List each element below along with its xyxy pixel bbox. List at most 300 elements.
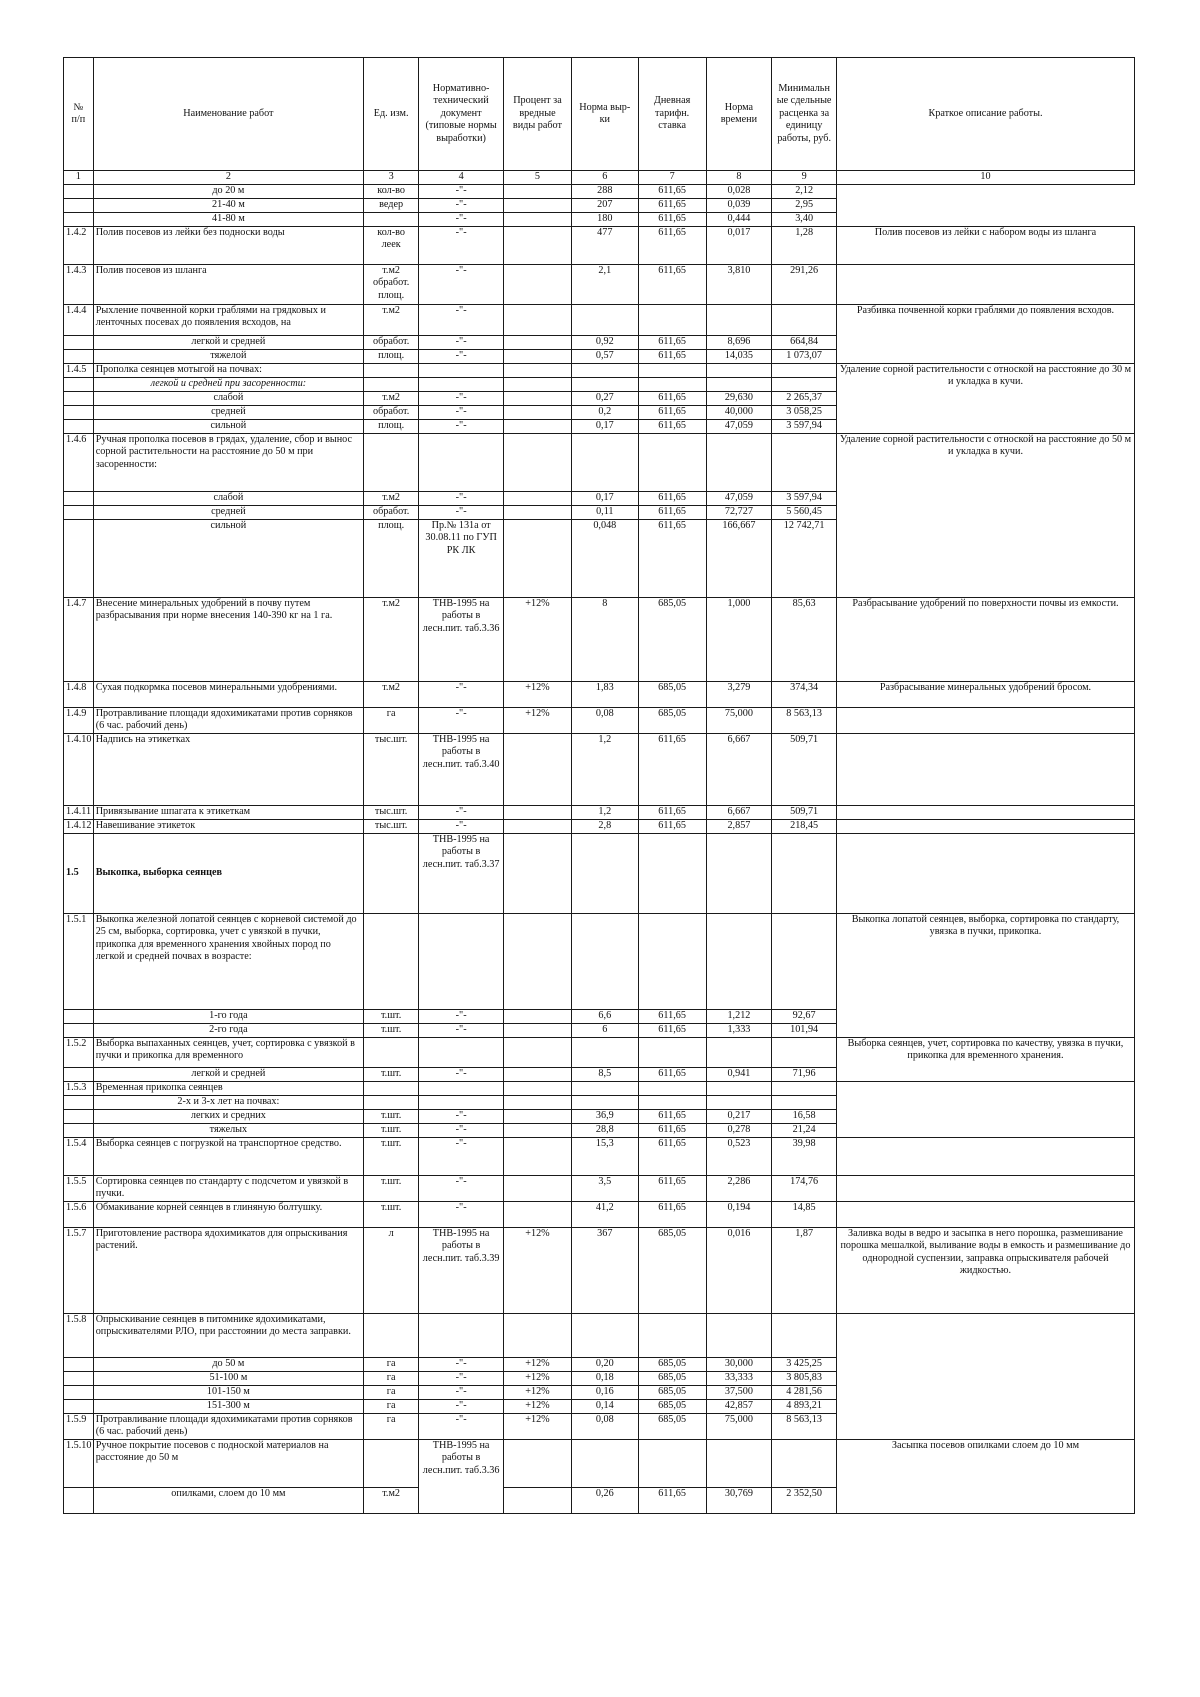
cell-hazard-percent [504, 1314, 572, 1358]
cell-item-number: 1.5.8 [64, 1314, 94, 1358]
cell-norm-document: -"- [419, 682, 504, 708]
col-index-cell: 9 [772, 171, 837, 185]
cell-day-rate: 611,65 [638, 1124, 706, 1138]
cell-norm-document: -"- [419, 406, 504, 420]
cell-item-number [64, 1372, 94, 1386]
cell-output-norm: 0,92 [571, 336, 638, 350]
cell-output-norm [571, 364, 638, 378]
cell-item-number: 1.5.3 [64, 1082, 94, 1096]
cell-hazard-percent: +12% [504, 1372, 572, 1386]
cell-item-number: 1.4.7 [64, 598, 94, 682]
cell-work-description [836, 734, 1134, 806]
cell-piece-rate [772, 1096, 837, 1110]
cell-output-norm: 207 [571, 199, 638, 213]
cell-item-number [64, 492, 94, 506]
cell-piece-rate: 4 281,56 [772, 1386, 837, 1400]
header-rate: Дневная тарифн. ставка [638, 58, 706, 171]
cell-output-norm [571, 305, 638, 336]
cell-hazard-percent [504, 434, 572, 492]
cell-norm-document: -"- [419, 506, 504, 520]
table-row [64, 834, 1135, 914]
cell-work-name: Выборка сеянцев с погрузкой на транспортное средство. [93, 1138, 363, 1176]
cell-time-norm: 1,333 [706, 1024, 772, 1038]
cell-piece-rate: 3,40 [772, 213, 837, 227]
cell-hazard-percent [504, 734, 572, 806]
cell-output-norm: 367 [571, 1228, 638, 1314]
cell-hazard-percent [504, 305, 572, 336]
cell-norm-document: -"- [419, 1358, 504, 1372]
cell-hazard-percent [504, 834, 572, 914]
cell-norm-document: ТНВ-1995 на работы в лесн.пит. таб.3.39 [419, 1228, 504, 1314]
cell-output-norm [571, 1038, 638, 1068]
table-row [64, 914, 1135, 1010]
column-index-row [64, 171, 1135, 185]
cell-unit: тыс.шт. [364, 806, 419, 820]
cell-unit: га [364, 1372, 419, 1386]
cell-norm-document: -"- [419, 350, 504, 364]
cell-piece-rate: 664,84 [772, 336, 837, 350]
col-index-cell: 3 [364, 171, 419, 185]
cell-time-norm: 1,000 [706, 598, 772, 682]
cell-time-norm [706, 378, 772, 392]
cell-day-rate: 611,65 [638, 227, 706, 265]
cell-piece-rate: 14,85 [772, 1202, 837, 1228]
cell-item-number [64, 1110, 94, 1124]
cell-unit: т.м2 обработ. площ. [364, 265, 419, 305]
cell-work-name: Внесение минеральных удобрений в почву путем разбрасывания при норме внесения 140-390 кг на 1 га. [93, 598, 363, 682]
cell-unit: га [364, 1386, 419, 1400]
cell-work-name: тяжелых [93, 1124, 363, 1138]
cell-time-norm: 30,769 [706, 1488, 772, 1514]
cell-item-number: 1.4.8 [64, 682, 94, 708]
cell-day-rate: 611,65 [638, 350, 706, 364]
cell-item-number: 1.5.1 [64, 914, 94, 1010]
cell-day-rate: 611,65 [638, 492, 706, 506]
cell-item-number: 1.5.9 [64, 1414, 94, 1440]
cell-time-norm: 6,667 [706, 806, 772, 820]
cell-piece-rate [772, 1038, 837, 1068]
cell-hazard-percent [504, 1138, 572, 1176]
cell-hazard-percent [504, 199, 572, 213]
cell-day-rate [638, 305, 706, 336]
cell-hazard-percent [504, 392, 572, 406]
cell-time-norm: 47,059 [706, 420, 772, 434]
cell-time-norm: 2,857 [706, 820, 772, 834]
cell-work-description [836, 1082, 1134, 1138]
cell-hazard-percent: +12% [504, 682, 572, 708]
cell-work-name: Выкопка, выборка сеянцев [93, 834, 363, 914]
cell-norm-document: -"- [419, 1068, 504, 1082]
cell-norm-document: -"- [419, 213, 504, 227]
cell-output-norm: 41,2 [571, 1202, 638, 1228]
cell-day-rate: 611,65 [638, 1024, 706, 1038]
cell-time-norm [706, 1038, 772, 1068]
cell-work-name: легкой и средней [93, 1068, 363, 1082]
cell-unit [364, 1096, 419, 1110]
cell-unit: площ. [364, 520, 419, 598]
cell-norm-document: -"- [419, 708, 504, 734]
cell-work-name: слабой [93, 392, 363, 406]
cell-work-name: 21-40 м [93, 199, 363, 213]
cell-work-name: сильной [93, 420, 363, 434]
cell-output-norm: 477 [571, 227, 638, 265]
cell-item-number [64, 1124, 94, 1138]
table-row [64, 185, 1135, 199]
cell-day-rate: 685,05 [638, 708, 706, 734]
cell-time-norm [706, 1082, 772, 1096]
cell-unit [364, 213, 419, 227]
cell-work-name: Ручное покрытие посевов с подноской материалов на расстояние до 50 м [93, 1440, 363, 1488]
cell-unit: т.шт. [364, 1124, 419, 1138]
cell-unit: га [364, 1400, 419, 1414]
cell-day-rate: 611,65 [638, 213, 706, 227]
cell-item-number [64, 506, 94, 520]
cell-norm-document: -"- [419, 1372, 504, 1386]
cell-item-number [64, 1068, 94, 1082]
cell-work-name: 151-300 м [93, 1400, 363, 1414]
cell-norm-document: -"- [419, 1414, 504, 1440]
cell-time-norm: 72,727 [706, 506, 772, 520]
cell-work-description: Разбрасывание минеральных удобрений бросом. [836, 682, 1134, 708]
cell-work-name: Протравливание площади ядохимикатами против сорняков (6 час. рабочий день) [93, 708, 363, 734]
cell-unit: га [364, 1414, 419, 1440]
col-index-cell: 1 [64, 171, 94, 185]
cell-hazard-percent: +12% [504, 598, 572, 682]
cell-work-name: Полив посевов из шланга [93, 265, 363, 305]
cell-work-name: Протравливание площади ядохимикатами против сорняков (6 час. рабочий день) [93, 1414, 363, 1440]
cell-time-norm: 33,333 [706, 1372, 772, 1386]
cell-norm-document [419, 1314, 504, 1358]
table-row [64, 364, 1135, 378]
table-row [64, 1440, 1135, 1488]
cell-work-name: 41-80 м [93, 213, 363, 227]
cell-norm-document: -"- [419, 336, 504, 350]
cell-time-norm: 0,194 [706, 1202, 772, 1228]
cell-piece-rate: 92,67 [772, 1010, 837, 1024]
cell-work-name: Выкопка железной лопатой сеянцев с корневой системой до 25 см, выборка, сортировка, учет с увязкой в пучки, прикопка для временного хранения хвойных пород по легкой и средней почвах в возрасте: [93, 914, 363, 1010]
cell-time-norm: 166,667 [706, 520, 772, 598]
cell-day-rate: 611,65 [638, 392, 706, 406]
cell-work-name: сильной [93, 520, 363, 598]
cell-day-rate [638, 378, 706, 392]
cell-unit [364, 1082, 419, 1096]
cell-norm-document: -"- [419, 227, 504, 265]
cell-work-name: 101-150 м [93, 1386, 363, 1400]
cell-day-rate: 685,05 [638, 598, 706, 682]
cell-unit [364, 1440, 419, 1488]
cell-time-norm: 30,000 [706, 1358, 772, 1372]
cell-piece-rate: 291,26 [772, 265, 837, 305]
cell-hazard-percent: +12% [504, 1228, 572, 1314]
cell-norm-document: -"- [419, 1176, 504, 1202]
cell-day-rate: 611,65 [638, 520, 706, 598]
cell-piece-rate: 16,58 [772, 1110, 837, 1124]
cell-work-name: до 50 м [93, 1358, 363, 1372]
header-no: № п/п [64, 58, 94, 171]
cell-unit [364, 378, 419, 392]
cell-work-name: Обмакивание корней сеянцев в глиняную болтушку. [93, 1202, 363, 1228]
cell-time-norm: 0,016 [706, 1228, 772, 1314]
cell-norm-document: -"- [419, 1386, 504, 1400]
cell-output-norm [571, 434, 638, 492]
cell-time-norm: 42,857 [706, 1400, 772, 1414]
cell-day-rate: 611,65 [638, 1068, 706, 1082]
cell-time-norm: 0,039 [706, 199, 772, 213]
cell-piece-rate: 3 597,94 [772, 492, 837, 506]
header-unit: Ед. изм. [364, 58, 419, 171]
cell-day-rate [638, 1314, 706, 1358]
cell-hazard-percent [504, 1082, 572, 1096]
cell-day-rate: 611,65 [638, 265, 706, 305]
table-row [64, 305, 1135, 336]
cell-unit: площ. [364, 350, 419, 364]
cell-time-norm: 75,000 [706, 1414, 772, 1440]
cell-item-number [64, 1488, 94, 1514]
header-desc: Краткое описание работы. [836, 58, 1134, 171]
cell-norm-document [419, 1082, 504, 1096]
cell-norm-document [419, 1038, 504, 1068]
cell-unit: ведер [364, 199, 419, 213]
cell-work-name: 2-х и 3-х лет на почвах: [93, 1096, 363, 1110]
cell-hazard-percent [504, 420, 572, 434]
cell-piece-rate: 21,24 [772, 1124, 837, 1138]
cell-piece-rate [772, 1440, 837, 1488]
cell-work-description: Выборка сеянцев, учет, сортировка по качеству, увязка в пучки, прикопка для временного хранения. [836, 1038, 1134, 1082]
header-name: Наименование работ [93, 58, 363, 171]
cell-hazard-percent [504, 336, 572, 350]
cell-unit: т.шт. [364, 1110, 419, 1124]
cell-output-norm: 0,17 [571, 420, 638, 434]
header-norm-output: Норма выр- ки [571, 58, 638, 171]
cell-hazard-percent: +12% [504, 1386, 572, 1400]
cell-unit: т.шт. [364, 1010, 419, 1024]
cell-day-rate: 611,65 [638, 420, 706, 434]
cell-norm-document: -"- [419, 199, 504, 213]
cell-hazard-percent [504, 213, 572, 227]
cell-item-number [64, 420, 94, 434]
cell-time-norm: 37,500 [706, 1386, 772, 1400]
cell-unit: т.шт. [364, 1068, 419, 1082]
norms-table-body [64, 58, 1135, 1514]
cell-day-rate [638, 1440, 706, 1488]
cell-output-norm [571, 914, 638, 1010]
cell-time-norm: 3,279 [706, 682, 772, 708]
header-doc: Нормативно- технический документ (типовые нормы выработки) [419, 58, 504, 171]
cell-output-norm: 1,83 [571, 682, 638, 708]
cell-output-norm: 288 [571, 185, 638, 199]
cell-work-description [836, 1176, 1134, 1202]
cell-day-rate: 685,05 [638, 1358, 706, 1372]
col-index-cell: 8 [706, 171, 772, 185]
cell-unit: т.шт. [364, 1138, 419, 1176]
cell-day-rate [638, 434, 706, 492]
cell-work-name: 2-го года [93, 1024, 363, 1038]
cell-piece-rate: 509,71 [772, 734, 837, 806]
cell-unit: обработ. [364, 336, 419, 350]
table-row [64, 708, 1135, 734]
cell-time-norm: 14,035 [706, 350, 772, 364]
cell-unit: кол-во леек [364, 227, 419, 265]
cell-norm-document: ТНВ-1995 на работы в лесн.пит. таб.3.40 [419, 734, 504, 806]
cell-time-norm: 0,217 [706, 1110, 772, 1124]
cell-output-norm: 2,1 [571, 265, 638, 305]
cell-time-norm [706, 834, 772, 914]
cell-item-number [64, 213, 94, 227]
cell-time-norm: 1,212 [706, 1010, 772, 1024]
cell-work-description [836, 708, 1134, 734]
cell-time-norm: 0,523 [706, 1138, 772, 1176]
cell-hazard-percent [504, 1024, 572, 1038]
table-row [64, 265, 1135, 305]
cell-norm-document: -"- [419, 1202, 504, 1228]
table-row [64, 1314, 1135, 1358]
cell-item-number: 1.5 [64, 834, 94, 914]
cell-item-number [64, 1010, 94, 1024]
col-index-cell: 2 [93, 171, 363, 185]
cell-hazard-percent [504, 520, 572, 598]
cell-day-rate: 611,65 [638, 1202, 706, 1228]
cell-item-number: 1.4.4 [64, 305, 94, 336]
col-index-cell: 4 [419, 171, 504, 185]
table-row [64, 820, 1135, 834]
cell-time-norm: 29,630 [706, 392, 772, 406]
cell-day-rate: 611,65 [638, 1138, 706, 1176]
table-row [64, 806, 1135, 820]
cell-day-rate: 611,65 [638, 1010, 706, 1024]
cell-piece-rate [772, 434, 837, 492]
cell-time-norm: 6,667 [706, 734, 772, 806]
cell-unit: т.м2 [364, 682, 419, 708]
cell-hazard-percent [504, 1202, 572, 1228]
cell-unit [364, 1038, 419, 1068]
cell-piece-rate: 8 563,13 [772, 708, 837, 734]
cell-work-name: слабой [93, 492, 363, 506]
cell-piece-rate: 12 742,71 [772, 520, 837, 598]
cell-time-norm: 0,017 [706, 227, 772, 265]
cell-time-norm [706, 914, 772, 1010]
cell-unit: га [364, 1358, 419, 1372]
cell-item-number: 1.4.10 [64, 734, 94, 806]
cell-work-name: легкой и средней [93, 336, 363, 350]
cell-norm-document: -"- [419, 1010, 504, 1024]
cell-output-norm [571, 1314, 638, 1358]
cell-output-norm: 0,17 [571, 492, 638, 506]
cell-output-norm: 0,18 [571, 1372, 638, 1386]
cell-unit: л [364, 1228, 419, 1314]
cell-output-norm: 1,2 [571, 806, 638, 820]
cell-output-norm: 180 [571, 213, 638, 227]
cell-hazard-percent [504, 185, 572, 199]
cell-norm-document: -"- [419, 1124, 504, 1138]
cell-work-name: до 20 м [93, 185, 363, 199]
cell-unit: обработ. [364, 506, 419, 520]
cell-time-norm: 0,278 [706, 1124, 772, 1138]
cell-piece-rate: 71,96 [772, 1068, 837, 1082]
cell-unit: т.м2 [364, 305, 419, 336]
cell-unit: га [364, 708, 419, 734]
col-index-cell: 7 [638, 171, 706, 185]
cell-item-number: 1.4.11 [64, 806, 94, 820]
cell-norm-document: ТНВ-1995 на работы в лесн.пит. таб.3.37 [419, 834, 504, 914]
cell-work-name: Приготовление раствора ядохимикатов для опрыскивания растений. [93, 1228, 363, 1314]
table-row [64, 1138, 1135, 1176]
cell-output-norm: 0,14 [571, 1400, 638, 1414]
cell-item-number [64, 378, 94, 392]
cell-norm-document: -"- [419, 185, 504, 199]
cell-day-rate: 611,65 [638, 1488, 706, 1514]
cell-work-name: Сухая подкормка посевов минеральными удобрениями. [93, 682, 363, 708]
cell-day-rate [638, 1096, 706, 1110]
cell-output-norm: 0,2 [571, 406, 638, 420]
cell-hazard-percent [504, 1124, 572, 1138]
cell-day-rate [638, 1082, 706, 1096]
cell-unit [364, 364, 419, 378]
cell-output-norm: 0,16 [571, 1386, 638, 1400]
cell-time-norm: 8,696 [706, 336, 772, 350]
cell-piece-rate [772, 364, 837, 378]
cell-day-rate: 611,65 [638, 336, 706, 350]
cell-unit: обработ. [364, 406, 419, 420]
cell-work-name: Сортировка сеянцев по стандарту с подсчетом и увязкой в пучки. [93, 1176, 363, 1202]
cell-piece-rate [772, 1314, 837, 1358]
cell-norm-document: -"- [419, 392, 504, 406]
table-row [64, 1038, 1135, 1068]
cell-piece-rate: 2 352,50 [772, 1488, 837, 1514]
cell-hazard-percent [504, 378, 572, 392]
cell-time-norm: 0,444 [706, 213, 772, 227]
table-row [64, 1176, 1135, 1202]
cell-item-number: 1.5.5 [64, 1176, 94, 1202]
cell-hazard-percent [504, 1068, 572, 1082]
cell-norm-document: -"- [419, 265, 504, 305]
table-row [64, 1228, 1135, 1314]
cell-hazard-percent [504, 914, 572, 1010]
cell-piece-rate: 3 058,25 [772, 406, 837, 420]
cell-piece-rate [772, 378, 837, 392]
cell-time-norm [706, 1440, 772, 1488]
cell-norm-document: ТНВ-1995 на работы в лесн.пит. таб.3.36 [419, 598, 504, 682]
cell-piece-rate: 1,87 [772, 1228, 837, 1314]
cell-hazard-percent [504, 406, 572, 420]
cell-work-name: Полив посевов из лейки без подноски воды [93, 227, 363, 265]
cell-hazard-percent [504, 806, 572, 820]
cell-day-rate: 611,65 [638, 506, 706, 520]
cell-time-norm: 47,059 [706, 492, 772, 506]
table-row [64, 1082, 1135, 1096]
cell-day-rate: 611,65 [638, 406, 706, 420]
cell-item-number: 1.4.3 [64, 265, 94, 305]
cell-day-rate [638, 364, 706, 378]
cell-piece-rate: 1 073,07 [772, 350, 837, 364]
cell-item-number: 1.5.6 [64, 1202, 94, 1228]
cell-hazard-percent [504, 1176, 572, 1202]
cell-item-number [64, 1386, 94, 1400]
cell-time-norm [706, 1314, 772, 1358]
cell-unit: т.м2 [364, 492, 419, 506]
cell-norm-document: -"- [419, 420, 504, 434]
cell-work-description [836, 1202, 1134, 1228]
cell-norm-document: -"- [419, 1138, 504, 1176]
cell-output-norm: 0,27 [571, 392, 638, 406]
table-row [64, 734, 1135, 806]
col-index-cell: 10 [836, 171, 1134, 185]
cell-piece-rate [772, 1082, 837, 1096]
cell-output-norm: 2,8 [571, 820, 638, 834]
cell-work-description [836, 806, 1134, 820]
cell-item-number: 1.4.5 [64, 364, 94, 378]
cell-day-rate: 611,65 [638, 1176, 706, 1202]
cell-hazard-percent: +12% [504, 1358, 572, 1372]
